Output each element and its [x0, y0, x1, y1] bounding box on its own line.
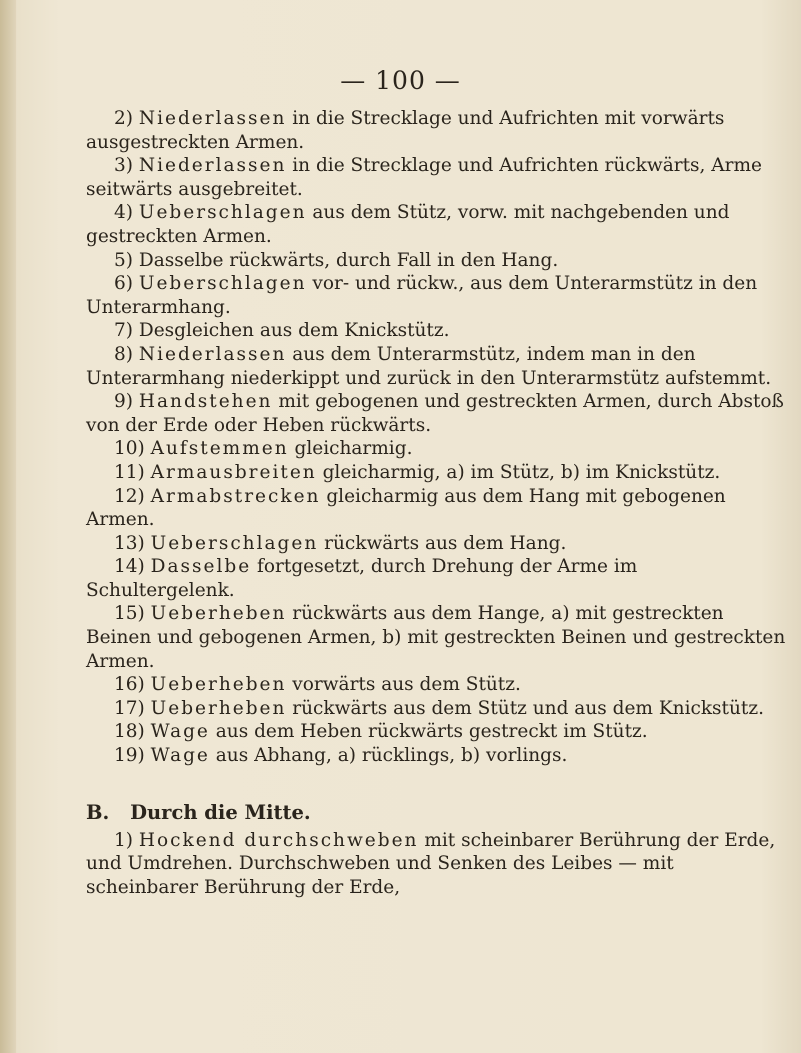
item-number: 2)	[114, 108, 133, 129]
item-term: Ueberschlagen	[138, 273, 307, 295]
item-number: 9)	[114, 391, 133, 413]
item-text: aus dem Heben rückwärts gestreckt im Stütz.	[209, 721, 648, 743]
item-term: Desgleichen	[138, 320, 254, 342]
item-term: Niederlassen	[138, 108, 287, 129]
section-heading	[86, 801, 786, 825]
item-text: in die Strecklage und Aufrichten mit vorwärts ausgestreckten Armen.	[86, 108, 725, 153]
item-text: vor- und rückw., aus dem Unterarmstütz in den Unterarmhang.	[86, 273, 758, 318]
item-term: Ueberschlagen	[138, 202, 307, 224]
item-number: 10)	[114, 438, 145, 460]
item-term: Aufstemmen	[150, 438, 289, 460]
item-term: Wage	[150, 721, 210, 743]
list-item	[86, 532, 786, 556]
item-term: Handstehen	[138, 391, 273, 413]
list-item	[86, 249, 786, 273]
item-term: Ueberheben	[150, 603, 287, 625]
list-item	[86, 319, 786, 343]
section-numeral: B.	[86, 801, 110, 825]
page-body	[86, 107, 786, 900]
item-text: in die Strecklage und Aufrichten rückwärts, Arme seitwärts ausgebreitet.	[86, 155, 762, 200]
item-text: rückwärts, durch Fall in den Hang.	[223, 249, 559, 271]
item-term: Niederlassen	[138, 343, 287, 365]
item-text: mit scheinbarer Berührung der Erde, und Umdrehen. Durchschweben und Senken des Leibes — mit scheinbarer Berührung der Erde,	[86, 829, 776, 898]
item-text: mit gebogenen und gestreckten Armen, durch Abstoß von der Erde oder Heben rückwärts.	[86, 391, 784, 436]
list-item	[86, 343, 786, 390]
item-text: gleicharmig.	[288, 438, 413, 460]
item-text: gleicharmig, a) im Stütz, b) im Knickstütz.	[316, 461, 721, 483]
item-text: fortgesetzt, durch Drehung der Arme im Schultergelenk.	[86, 556, 638, 601]
list-item	[86, 697, 786, 721]
item-term: Hockend durchschweben	[138, 829, 419, 851]
item-term: Dasselbe	[150, 556, 252, 578]
list-item	[86, 829, 786, 900]
item-number: 17)	[114, 697, 145, 719]
list-item	[86, 201, 786, 248]
item-number: 19)	[114, 745, 145, 767]
list-item	[86, 744, 786, 768]
list-item	[86, 768, 786, 792]
item-number	[86, 769, 114, 790]
item-number: 6)	[114, 273, 133, 295]
list-item	[86, 437, 786, 461]
item-text: rückwärts aus dem Hang.	[318, 532, 567, 554]
list-item	[86, 272, 786, 319]
item-text: aus Abhang, a) rücklings, b) vorlings.	[209, 745, 568, 767]
item-term: Ueberheben	[150, 674, 287, 696]
item-text: gleicharmig aus dem Hang mit gebogenen Armen.	[86, 485, 726, 531]
item-text: rückwärts aus dem Hange, a) mit gestreckten Beinen und gebogenen Armen, b) mit gestreckten Beinen und gestreckten Armen.	[86, 603, 786, 672]
list-item	[86, 555, 786, 602]
item-text: aus dem Knickstütz.	[253, 320, 450, 342]
item-number: 8)	[114, 343, 133, 365]
item-number: 18)	[114, 721, 145, 743]
section-title: Durch die Mitte.	[130, 801, 311, 825]
item-term: Niederlassen	[138, 155, 287, 177]
item-term: Armausbreiten	[150, 461, 317, 483]
item-number: 14)	[114, 556, 145, 578]
list-item	[86, 673, 786, 697]
list-item	[86, 602, 786, 673]
item-text: vorwärts aus dem Stütz.	[286, 674, 521, 696]
item-number: 3)	[114, 155, 133, 177]
page-binding-edge	[0, 0, 16, 1053]
list-item	[86, 390, 786, 437]
item-number: 11)	[114, 461, 145, 483]
item-term: Ueberschlagen	[150, 532, 319, 554]
item-number: 15)	[114, 603, 145, 625]
list-item	[86, 485, 786, 532]
item-number: 12)	[114, 485, 145, 507]
item-number: 7)	[114, 320, 133, 342]
item-term: Armabstrecken	[150, 485, 321, 507]
item-number: 16)	[114, 674, 145, 696]
item-number: 13)	[114, 532, 145, 554]
item-term: Dasselbe	[138, 249, 224, 271]
list-item	[86, 461, 786, 485]
list-item	[86, 107, 786, 154]
page-number: — 100 —	[340, 66, 461, 95]
item-text: aus dem Unterarmstütz, indem man in den Unterarmhang niederkippt und zurück in den Unterarmstütz aufstemmt.	[86, 343, 772, 389]
list-item	[86, 154, 786, 201]
item-term: Wage	[150, 745, 210, 767]
item-text: aus dem Stütz, vorw. mit nachgebenden und gestreckten Armen.	[86, 202, 730, 247]
item-text: rückwärts aus dem Stütz und aus dem Knickstütz.	[286, 697, 764, 719]
item-number: 4)	[114, 202, 133, 224]
item-term: Ueberheben	[150, 697, 287, 719]
list-item	[86, 720, 786, 744]
item-number: 5)	[114, 249, 133, 271]
item-number: 1)	[114, 829, 133, 851]
